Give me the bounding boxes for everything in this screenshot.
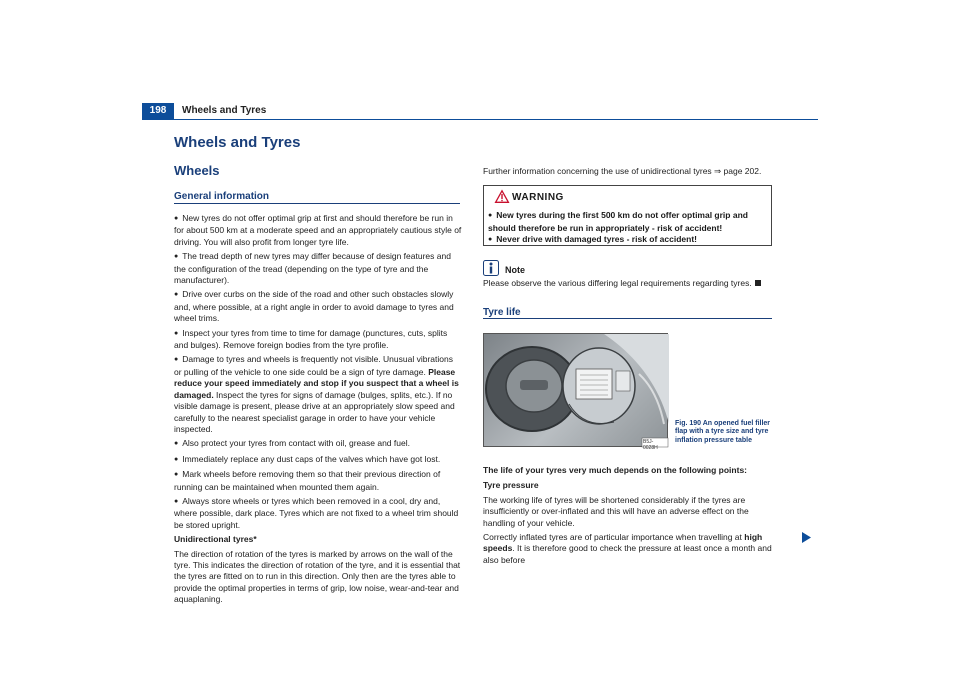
bullet-new-tyres: ● New tyres do not offer optimal grip at first and should therefore be run in for about 500 km at a moderate speed and an appropriately cautious style of driving. You will also profit from longer tyre life. [174,213,462,248]
tyre-life-text [483,465,776,569]
bullet-mark-wheels: ● Mark wheels before removing them so that their previous direction of running can be maintained when mounted them again. [174,469,462,493]
page-number: 198 [142,103,174,119]
left-column [174,213,462,609]
unidirectional-text: The direction of rotation of the tyres is marked by arrows on the wall of the tyre. This indicates the direction of rotation of the tyre, and it is essential that the tyres are fitted on to run in this direction. Only then are the tyres able to provide the optimal properties in terms of grip, low noise, wear-and-tear and aquaplaning. [174,548,461,605]
bullet-damage: ● Damage to tyres and wheels is frequently not visible. Unusual vibrations or pulling of the vehicle to one side could be a sign of tyre damage. Please reduce your speed immediately and stop if you suspect that a wheel is damaged. Inspect the tyres for signs of damage (bulges, splits, etc.). If no visible damage is present, please drive at an appropriately slow speed and carefully to the nearest specialist garage in order to have your vehicle inspected. [174,354,462,435]
note-text: Please observe the various differing legal requirements regarding tyres. [483,278,761,288]
bullet-store: ● Always store wheels or tyres which been removed in a cool, dry and, where possible, dark place. Tyres which are not fixed to a wheel trim should be stored upright. [174,496,462,531]
next-page-arrow-icon[interactable] [802,532,811,543]
bullet-protect: ● Also protect your tyres from contact with oil, grease and fuel. [174,438,462,450]
tyre-correct-text: Correctly inflated tyres are of particular importance when travelling at high speeds. It is therefore good to check the pressure at least once a month and also before [483,532,772,565]
note-icon [483,260,499,276]
general-heading-rule [174,203,460,204]
header-rule [142,119,818,120]
warning-box [483,185,772,246]
bullet-tread-depth: ● The tread depth of new tyres may differ because of design features and the configuration of the tread (depending on the type of tyre and the manufacturer). [174,251,462,286]
end-marker-icon [755,280,761,286]
warning-label: WARNING [512,192,564,203]
page-title: Wheels and Tyres [174,134,301,151]
tyre-life-heading: Tyre life [483,307,521,318]
unidirectional-heading: Unidirectional tyres* [174,534,257,545]
tyre-life-lead: The life of your tyres very much depends on the following points: [483,465,747,475]
figure-code: B5J-0028H [643,439,658,451]
section-title: Wheels [174,163,220,178]
warning-item-first-500km: ● New tyres during the first 500 km do not offer optimal grip and should therefore be run in appropriately - risk of accident! [488,210,767,234]
figure-caption: Fig. 190 An opened fuel filler flap with a tyre size and tyre inflation pressure table [675,420,771,444]
general-heading: General information [174,191,270,202]
warning-item-damaged-tyres: ● Never drive with damaged tyres - risk of accident! [488,234,767,247]
warning-icon [495,190,509,203]
tyre-pressure-text: The working life of tyres will be shortened considerably if the tyres are insufficiently or over-inflated and this will have an adverse effect on the handling of your vehicle. [483,494,749,528]
bullet-inspect: ● Inspect your tyres from time to time for damage (punctures, cuts, splits and bulges). Remove foreign bodies from the tyre profile. [174,328,462,352]
note-label: Note [505,265,525,275]
fuel-flap-figure [483,333,668,451]
tyre-life-heading-rule [483,318,772,319]
bullet-dust-caps: ● Immediately replace any dust caps of the valves which have got lost. [174,454,462,466]
further-info: Further information concerning the use of unidirectional tyres ⇒ page 202. [483,166,762,176]
running-title: Wheels and Tyres [182,105,267,116]
tyre-pressure-heading: Tyre pressure [483,480,539,491]
fuel-flap-illustration [484,334,669,448]
bullet-curbs: ● Drive over curbs on the side of the road and other such obstacles slowly and, where possible, at a right angle in order to avoid damage to tyres and wheel trims. [174,289,462,324]
